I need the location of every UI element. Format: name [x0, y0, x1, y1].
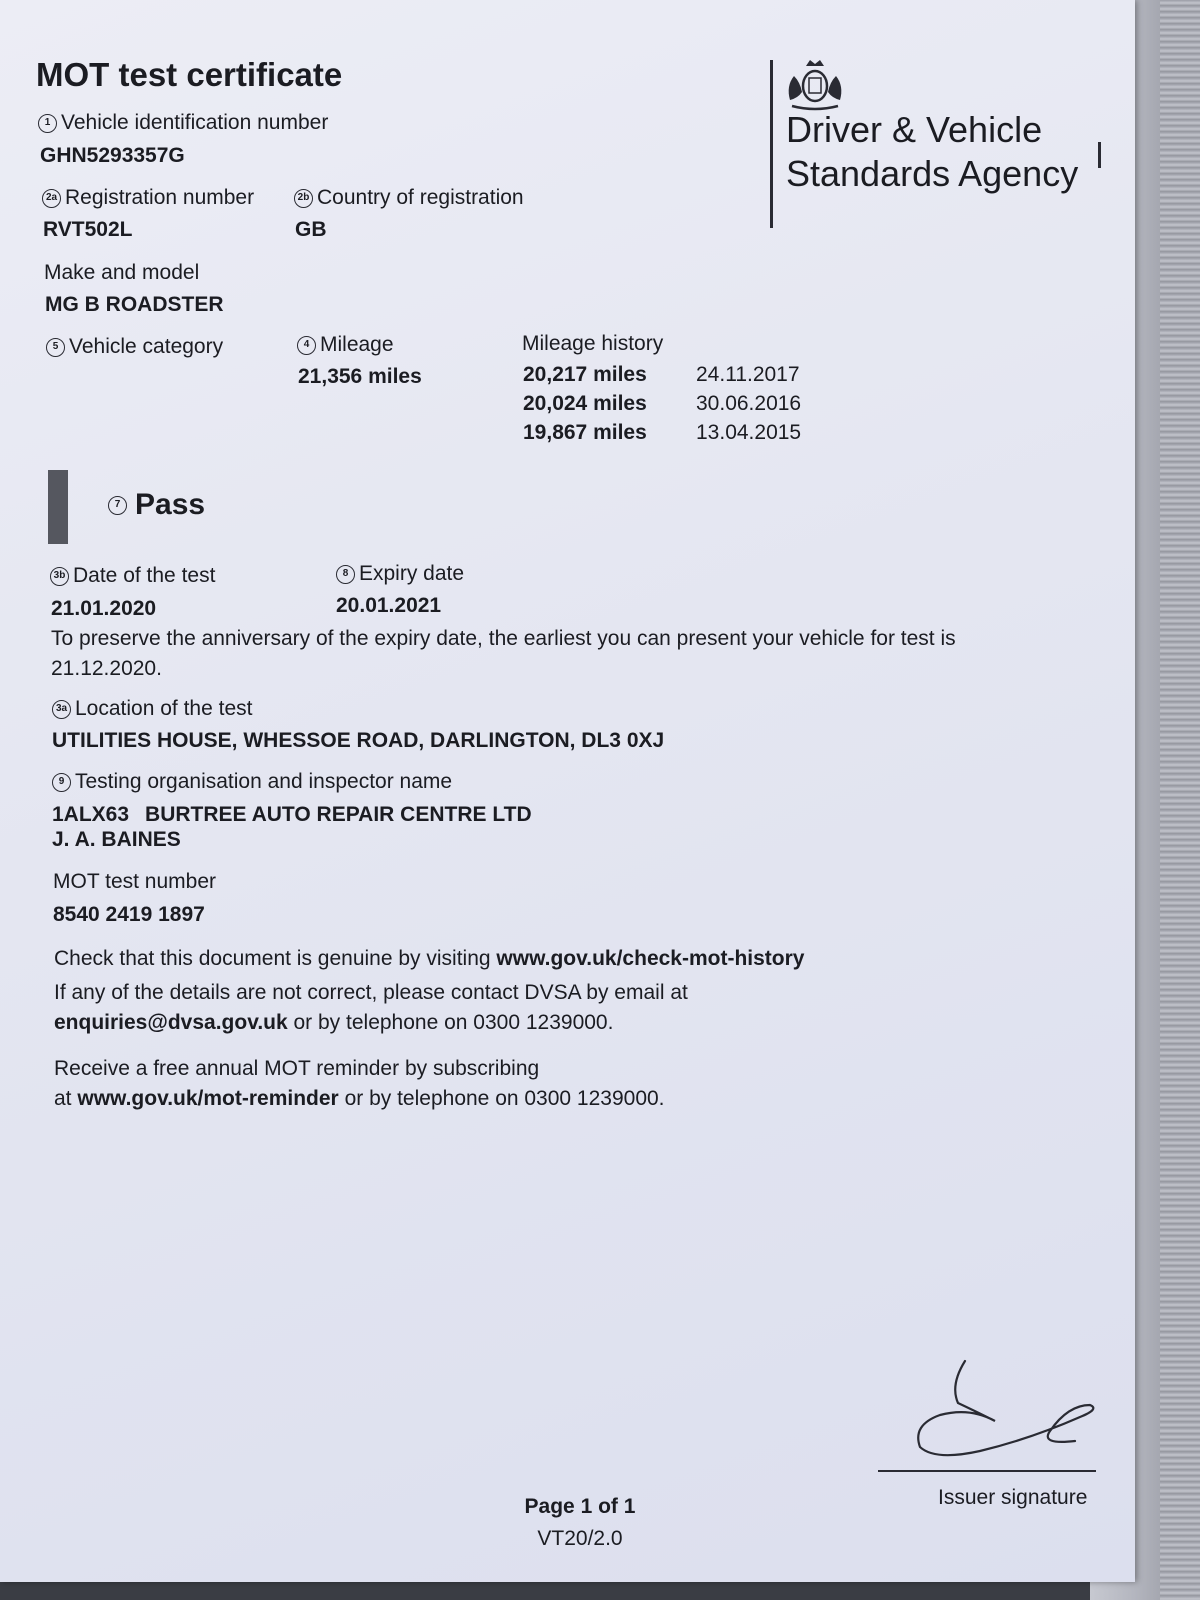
- vin-value: GHN5293357G: [40, 144, 185, 167]
- expiry-date-value: 20.01.2021: [336, 594, 442, 617]
- testing-org-label: 9 Testing organisation and inspector name: [52, 770, 452, 794]
- vehicle-category-label: 5 Vehicle category: [46, 335, 223, 359]
- mileage-label: 4 Mileage: [297, 333, 394, 357]
- signature-label: Issuer signature: [938, 1486, 1088, 1509]
- result-value: Pass: [135, 488, 206, 521]
- mileage-history-row: 19,867 miles 13.04.2015: [523, 420, 802, 444]
- contact-email-link[interactable]: enquiries@dvsa.gov.uk: [54, 1011, 288, 1034]
- test-date-value: 21.01.2020: [51, 597, 157, 620]
- test-number-value: 8540 2419 1897: [53, 903, 205, 926]
- field-number-icon: 1: [38, 114, 57, 133]
- location-label: 3a Location of the test: [52, 697, 252, 721]
- page-number: Page 1 of 1: [524, 1495, 636, 1518]
- test-date-label: 3b Date of the test: [50, 564, 215, 588]
- anniversary-note: To preserve the anniversary of the expiry date, the earliest you can present your vehicle for test is 21.12.2020.: [51, 627, 956, 680]
- page-stack-edge: [1160, 0, 1200, 1600]
- field-number-icon: 5: [46, 338, 65, 357]
- mileage-history-row: 20,217 miles 24.11.2017: [523, 362, 800, 386]
- testing-org-value: [52, 803, 532, 827]
- mileage-history-label: Mileage history: [522, 332, 664, 355]
- field-number-icon: 9: [52, 773, 71, 792]
- mileage-history-row: 20,024 miles 30.06.2016: [523, 391, 802, 415]
- country-label: 2b Country of registration: [294, 186, 524, 210]
- inspector-name: J. A. BAINES: [52, 828, 181, 851]
- test-result: [108, 488, 205, 522]
- form-code: VT20/2.0: [537, 1527, 623, 1550]
- make-model-label: Make and model: [44, 261, 200, 284]
- make-model-value: MG B ROADSTER: [45, 293, 224, 316]
- field-number-icon: 2a: [42, 189, 61, 208]
- location-value: UTILITIES HOUSE, WHESSOE ROAD, DARLINGTON, DL3 0XJ: [52, 729, 665, 752]
- agency-divider: [770, 60, 773, 228]
- reminder-text: Receive a free annual MOT reminder by subscribing at www.gov.uk/mot-reminder or by telephone on 0300 1239000.: [54, 1057, 665, 1110]
- contact-text: If any of the details are not correct, please contact DVSA by email at enquiries@dvsa.gov.uk or by telephone on 0300 1239000.: [54, 981, 688, 1034]
- field-number-icon: 3a: [52, 700, 71, 719]
- vin-label: 1 Vehicle identification number: [38, 111, 328, 135]
- testing-org-code: 1ALX63: [52, 803, 130, 826]
- field-number-icon: 3b: [50, 567, 69, 586]
- field-number-icon: 8: [336, 565, 355, 584]
- mileage-value: 21,356 miles: [298, 365, 422, 388]
- signature-line: [878, 1470, 1096, 1472]
- genuine-check-text: Check that this document is genuine by visiting www.gov.uk/check-mot-history: [54, 947, 805, 970]
- royal-crest-icon: [782, 56, 848, 112]
- field-number-icon: 4: [297, 336, 316, 355]
- testing-org-name: BURTREE AUTO REPAIR CENTRE LTD: [145, 803, 532, 826]
- mot-reminder-link[interactable]: www.gov.uk/mot-reminder: [77, 1087, 339, 1110]
- result-bar: [48, 470, 68, 544]
- field-number-icon: 2b: [294, 189, 313, 208]
- fold-mark: [1098, 142, 1101, 168]
- issuer-signature-icon: [900, 1355, 1105, 1465]
- check-mot-history-link[interactable]: www.gov.uk/check-mot-history: [496, 947, 805, 970]
- registration-label: 2a Registration number: [42, 186, 254, 210]
- agency-name: Driver & Vehicle Standards Agency: [786, 109, 1079, 194]
- country-value: GB: [295, 218, 327, 241]
- document-title: MOT test certificate: [36, 56, 343, 93]
- mileage-history-table: [523, 360, 836, 447]
- test-number-label: MOT test number: [53, 870, 216, 893]
- expiry-date-label: 8 Expiry date: [336, 562, 464, 586]
- registration-value: RVT502L: [43, 218, 133, 241]
- field-number-icon: 7: [108, 496, 127, 515]
